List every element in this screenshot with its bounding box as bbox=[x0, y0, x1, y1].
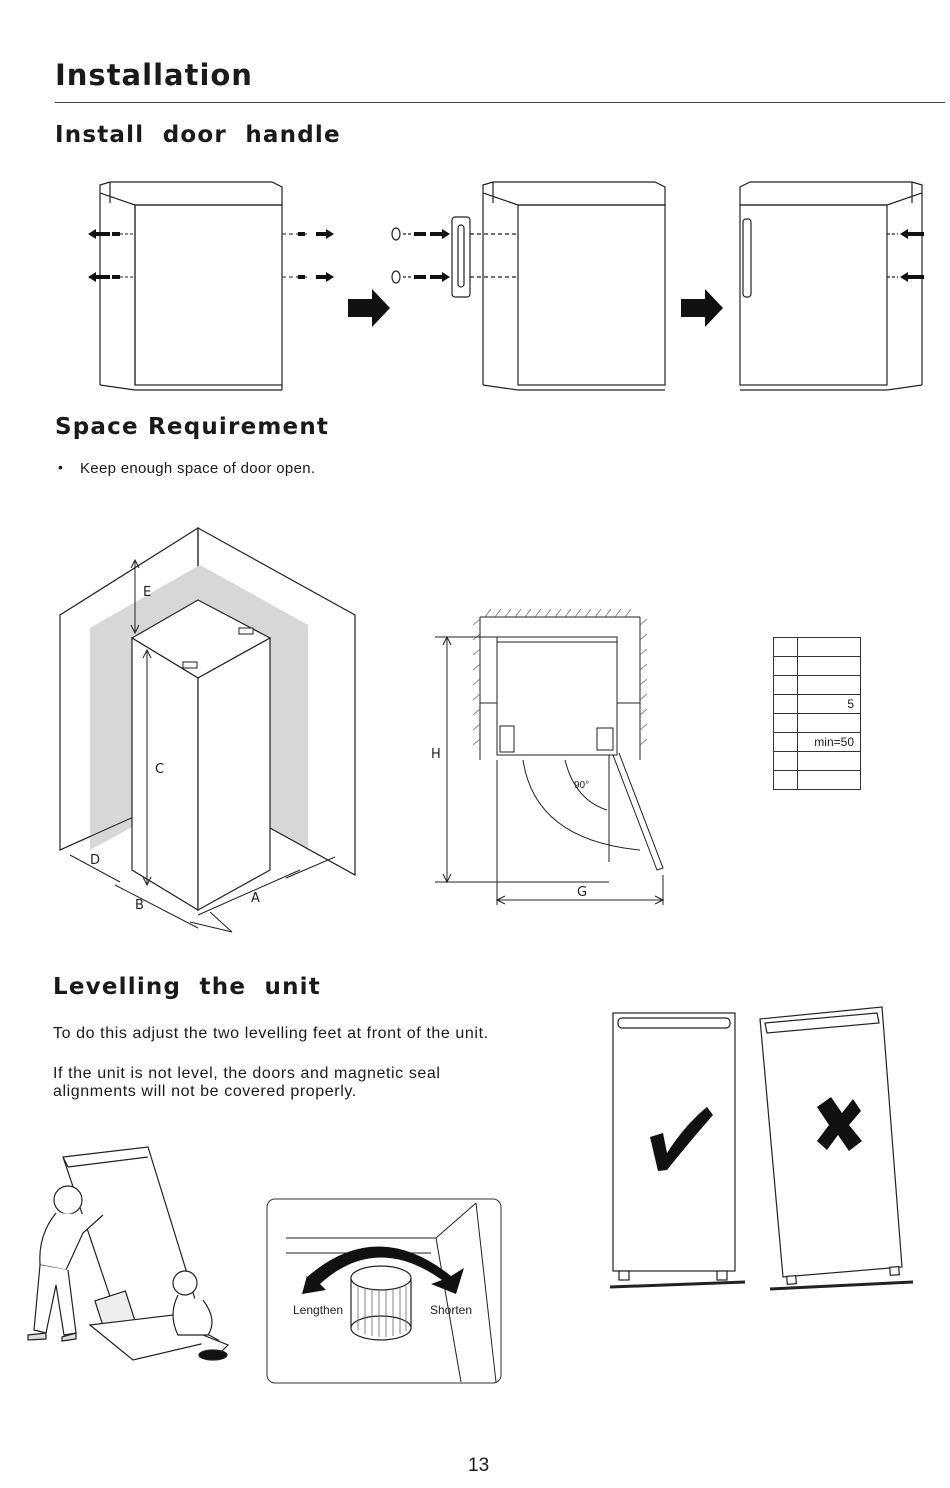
fridge-3 bbox=[740, 182, 922, 390]
levelling-heading: Levelling the unit bbox=[53, 974, 321, 1000]
dim-label-c: C bbox=[155, 762, 165, 777]
door-handle-heading: Install door handle bbox=[55, 122, 341, 148]
space-bullet-dot: • bbox=[58, 459, 64, 475]
table-cell bbox=[798, 657, 861, 676]
table-cell bbox=[774, 695, 798, 714]
lengthen-label: Lengthen bbox=[293, 1303, 344, 1317]
clearance-perspective-diagram bbox=[50, 520, 370, 940]
levelling-paragraph-1: To do this adjust the two levelling feet at front of the unit. bbox=[53, 1025, 489, 1042]
dim-label-angle: 90° bbox=[574, 780, 590, 791]
dim-label-a: A bbox=[251, 891, 260, 906]
table-cell bbox=[798, 676, 861, 695]
dim-label-d: D bbox=[90, 853, 101, 868]
foot-adjust-closeup bbox=[266, 1198, 502, 1384]
title-rule bbox=[55, 102, 945, 103]
table-cell bbox=[798, 714, 861, 733]
table-cell bbox=[774, 771, 798, 790]
table-row bbox=[774, 695, 861, 714]
fridge-2 bbox=[392, 182, 665, 390]
table-cell bbox=[774, 657, 798, 676]
table-cell bbox=[774, 714, 798, 733]
table-cell bbox=[774, 638, 798, 657]
table-cell bbox=[798, 752, 861, 771]
fridge-1 bbox=[100, 182, 282, 390]
shorten-label: Shorten bbox=[430, 1303, 473, 1317]
table-row bbox=[774, 676, 861, 695]
table-row bbox=[774, 771, 861, 790]
table-cell bbox=[798, 771, 861, 790]
table-cell bbox=[798, 638, 861, 657]
table-cell: min=50 bbox=[798, 733, 861, 752]
table-row bbox=[774, 733, 861, 752]
table-cell bbox=[774, 752, 798, 771]
dim-label-b: B bbox=[135, 898, 144, 913]
levelling-paragraph-2-line-2: alignments will not be covered properly. bbox=[53, 1083, 357, 1100]
table-cell bbox=[774, 676, 798, 695]
space-heading: Space Requirement bbox=[55, 414, 330, 440]
table-row bbox=[774, 714, 861, 733]
clearance-side-diagram bbox=[425, 600, 665, 910]
dim-label-e: E bbox=[143, 585, 152, 600]
levelling-paragraph-2-line-1: If the unit is not level, the doors and magnetic seal bbox=[53, 1065, 441, 1082]
space-bullet-text: Keep enough space of door open. bbox=[80, 460, 316, 477]
dim-label-g: G bbox=[577, 885, 588, 900]
tilt-fridge-illustration bbox=[28, 1145, 268, 1385]
door-handle-diagram bbox=[0, 175, 950, 405]
page-title: Installation bbox=[55, 58, 253, 92]
clearance-table bbox=[773, 637, 861, 790]
dim-label-h: H bbox=[431, 747, 441, 762]
table-cell bbox=[774, 733, 798, 752]
table-row bbox=[774, 657, 861, 676]
table-row bbox=[774, 752, 861, 771]
level-comparison-diagram bbox=[605, 1005, 945, 1305]
table-row bbox=[774, 638, 861, 657]
page-number: 13 bbox=[468, 1455, 490, 1476]
table-cell: 5 bbox=[798, 695, 861, 714]
